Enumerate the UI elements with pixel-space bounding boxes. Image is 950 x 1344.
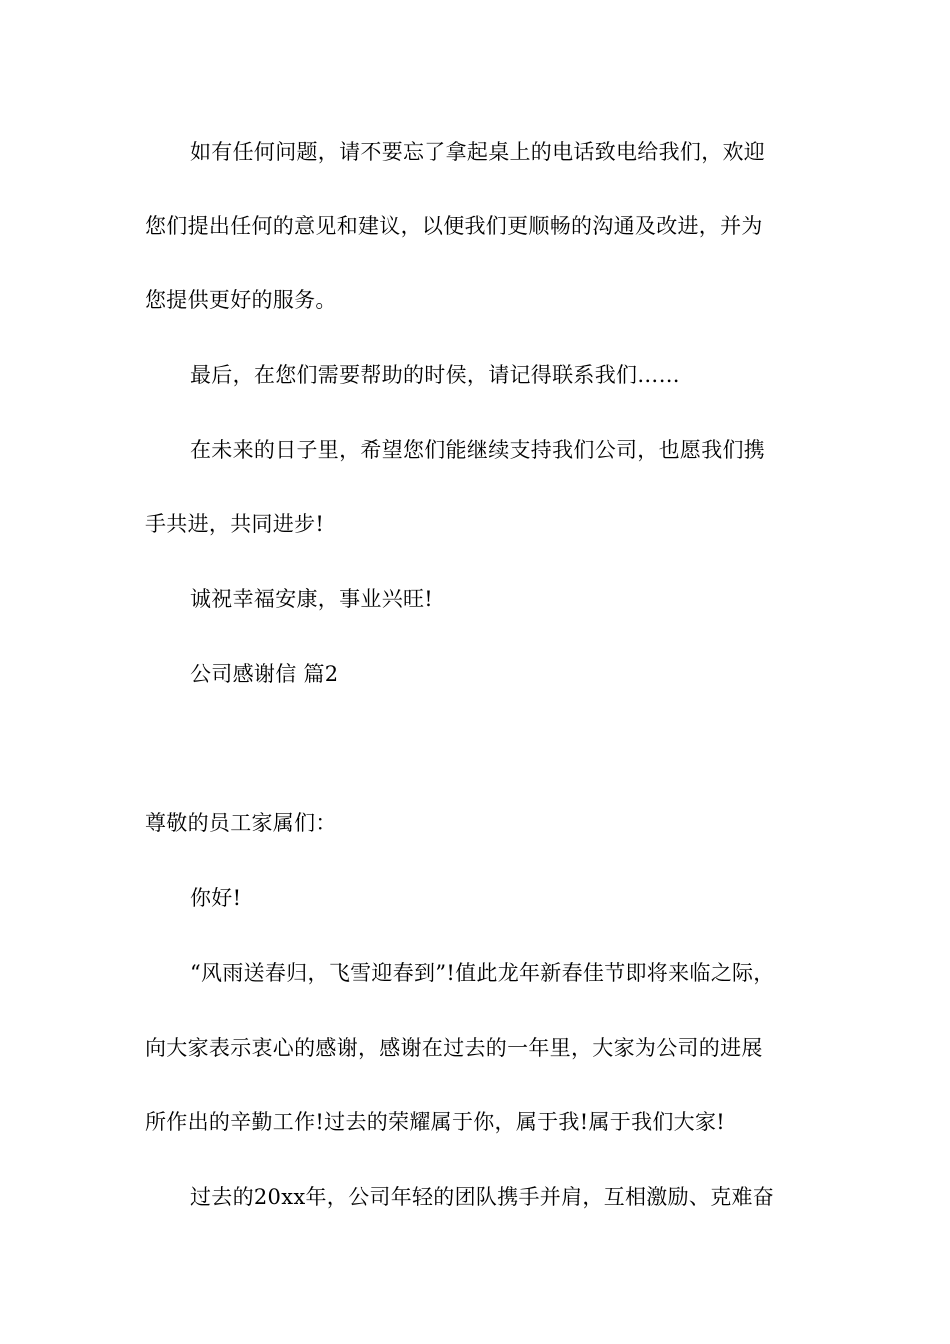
paragraph-line: 诚祝幸福安康，事业兴旺!: [190, 587, 434, 611]
greeting: 你好!: [190, 886, 242, 910]
paragraph-line: 如有任何问题，请不要忘了拿起桌上的电话致电给我们，欢迎: [190, 140, 766, 164]
paragraph-line: 过去的20xx年，公司年轻的团队携手并肩，互相激励、克难奋: [190, 1185, 775, 1209]
paragraph-line: “风雨送春归，飞雪迎春到”!值此龙年新春佳节即将来临之际，: [190, 961, 775, 985]
paragraph-line: 您提供更好的服务。: [145, 288, 337, 312]
paragraph-line: 在未来的日子里，希望您们能继续支持我们公司，也愿我们携: [190, 438, 766, 462]
paragraph-line: 您们提出任何的意见和建议，以便我们更顺畅的沟通及改进，并为: [145, 214, 763, 238]
paragraph-line: 所作出的辛勤工作!过去的荣耀属于你，属于我!属于我们大家!: [145, 1110, 726, 1134]
salutation: 尊敬的员工家属们：: [145, 811, 337, 835]
paragraph-line: 最后，在您们需要帮助的时侯，请记得联系我们……: [190, 363, 680, 387]
paragraph-line: 手共进，共同进步!: [145, 512, 325, 536]
paragraph-line: 向大家表示衷心的感谢，感谢在过去的一年里，大家为公司的进展: [145, 1036, 763, 1060]
section-heading: 公司感谢信 篇2: [190, 662, 339, 686]
